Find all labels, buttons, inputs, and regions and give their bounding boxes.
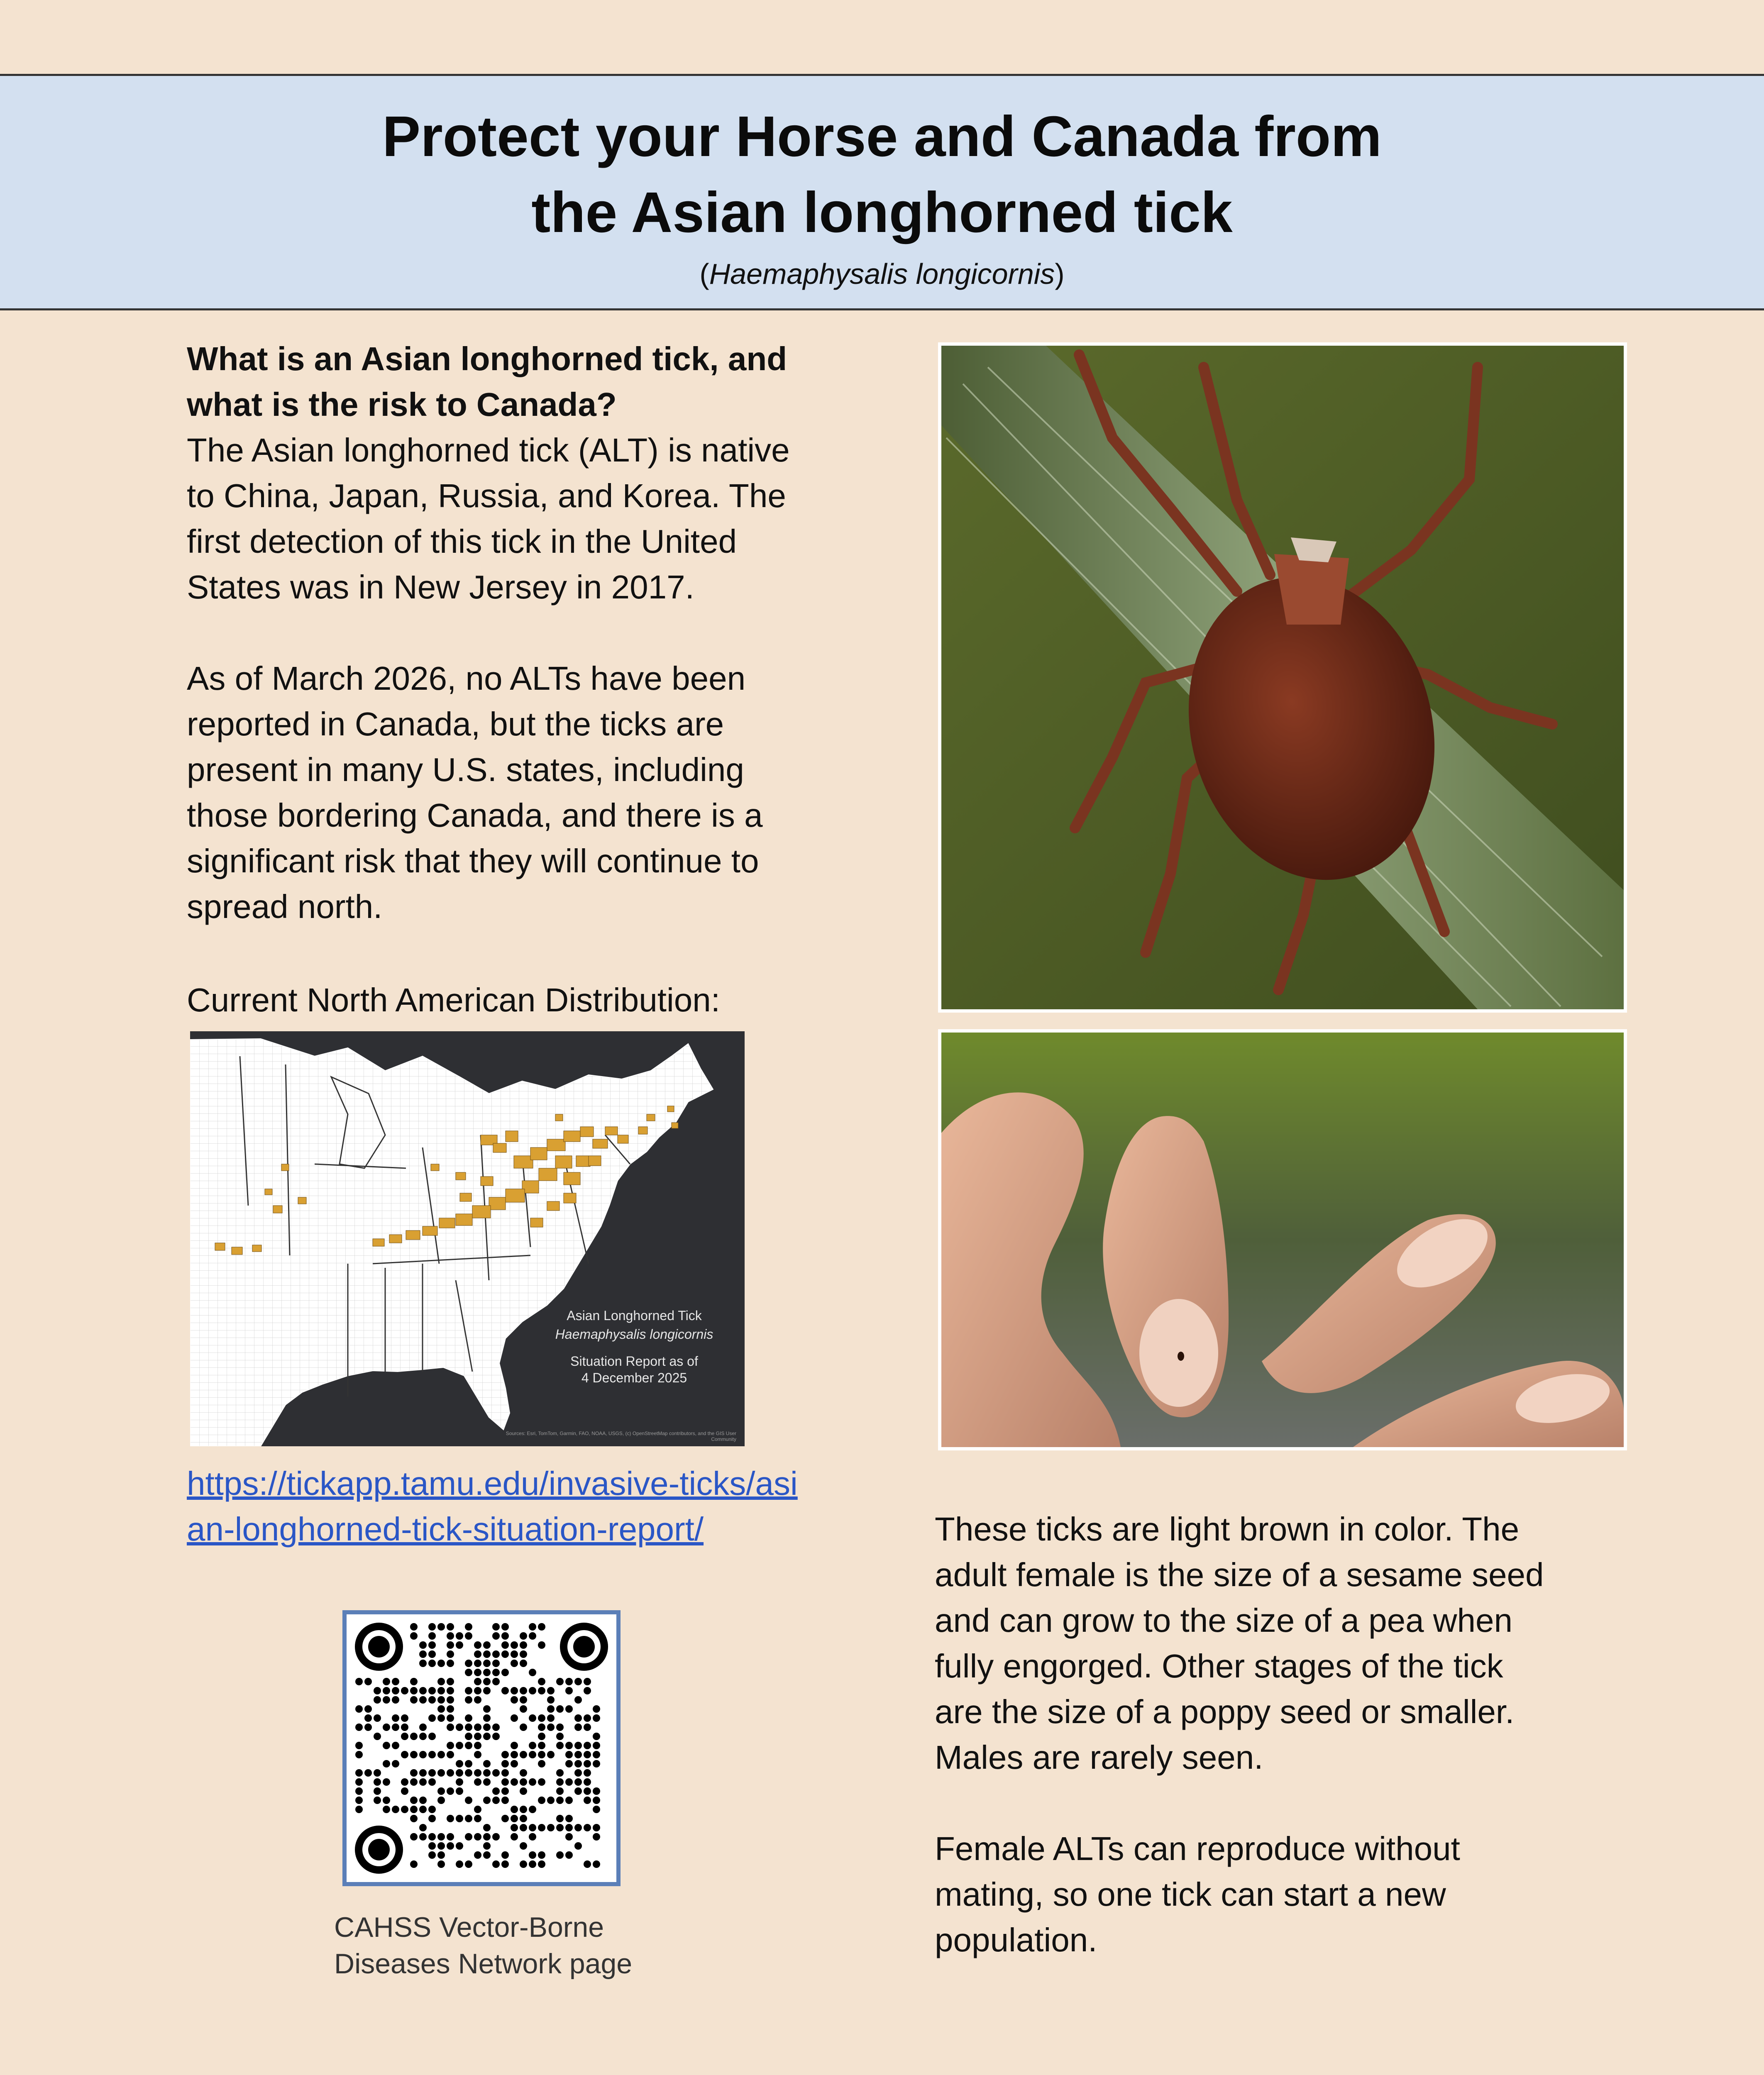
distribution-map	[190, 1031, 745, 1446]
page-title-line-2: the Asian longhorned tick	[531, 181, 1233, 244]
description-line: These ticks are light brown in color. The	[935, 1511, 1520, 1548]
risk-line: reported in Canada, but the ticks are	[187, 706, 724, 742]
description-line: fully engorged. Other stages of the tick	[935, 1648, 1503, 1684]
description-line: adult female is the size of a sesame seed	[935, 1556, 1544, 1593]
intro-line: first detection of this tick in the United	[187, 523, 737, 560]
reproduction-line: Female ALTs can reproduce without	[935, 1830, 1460, 1867]
reproduction-line: mating, so one tick can start a new	[935, 1876, 1446, 1913]
subtitle-close-paren: )	[1055, 258, 1065, 290]
qr-caption-line-2: Diseases Network page	[334, 1948, 633, 1980]
qr-code[interactable]	[342, 1610, 621, 1886]
subtitle-species-name: Haemaphysalis longicornis	[709, 258, 1055, 290]
map-species: Haemaphysalis longicornis	[555, 1327, 713, 1342]
question-heading-line-2: what is the risk to Canada?	[187, 386, 617, 423]
qr-code-graphic	[347, 1614, 616, 1882]
map-title: Asian Longhorned Tick	[567, 1308, 702, 1323]
qr-finder-top-left	[355, 1623, 403, 1671]
risk-line: As of March 2026, no ALTs have been	[187, 660, 746, 697]
map-report-line-2: 4 December 2025	[581, 1370, 687, 1385]
page-title-line-1: Protect your Horse and Canada from	[382, 105, 1382, 168]
reproduction-line: population.	[935, 1921, 1097, 1958]
risk-line: present in many U.S. states, including	[187, 751, 744, 788]
risk-line: significant risk that they will continue to	[187, 842, 759, 879]
intro-line: to China, Japan, Russia, and Korea. The	[187, 477, 786, 514]
right-column	[935, 1506, 1620, 1963]
situation-report-link[interactable]	[187, 1461, 834, 1552]
intro-line: States was in New Jersey in 2017.	[187, 569, 694, 605]
map-report-line-1: Situation Report as of	[570, 1354, 698, 1369]
question-heading-line-1: What is an Asian longhorned tick, and	[187, 340, 787, 377]
distribution-label: Current North American Distribution:	[187, 981, 720, 1018]
qr-finder-bottom-left	[355, 1826, 403, 1874]
description-line: are the size of a poppy seed or smaller.	[935, 1693, 1515, 1730]
intro-line: The Asian longhorned tick (ALT) is native	[187, 432, 790, 469]
title-banner	[0, 74, 1764, 310]
tick-on-fingertip-image	[938, 1029, 1627, 1450]
risk-line: spread north.	[187, 888, 383, 925]
map-source-credit: Sources: Esri, TomTom, Garmin, FAO, NOAA, USGS, (c) OpenStreetMap contributors, and the GIS User Community	[506, 1431, 736, 1442]
description-line: and can grow to the size of a pea when	[935, 1602, 1513, 1639]
link-line-1[interactable]: https://tickapp.tamu.edu/invasive-ticks/asi	[187, 1465, 798, 1502]
tick-photo	[938, 342, 1627, 1013]
qr-caption	[334, 1909, 708, 1982]
qr-finder-top-right	[560, 1623, 608, 1671]
subtitle-open-paren: (	[699, 258, 709, 290]
link-line-2[interactable]: an-longhorned-tick-situation-report/	[187, 1511, 704, 1548]
finger-tick-photo	[938, 1029, 1627, 1450]
qr-caption-line-1: CAHSS Vector-Borne	[334, 1911, 604, 1943]
left-column	[187, 336, 851, 930]
tick-on-leaf-image	[938, 342, 1627, 1013]
risk-line: those bordering Canada, and there is a	[187, 797, 763, 834]
description-line: Males are rarely seen.	[935, 1739, 1263, 1776]
species-subtitle	[0, 255, 1764, 293]
